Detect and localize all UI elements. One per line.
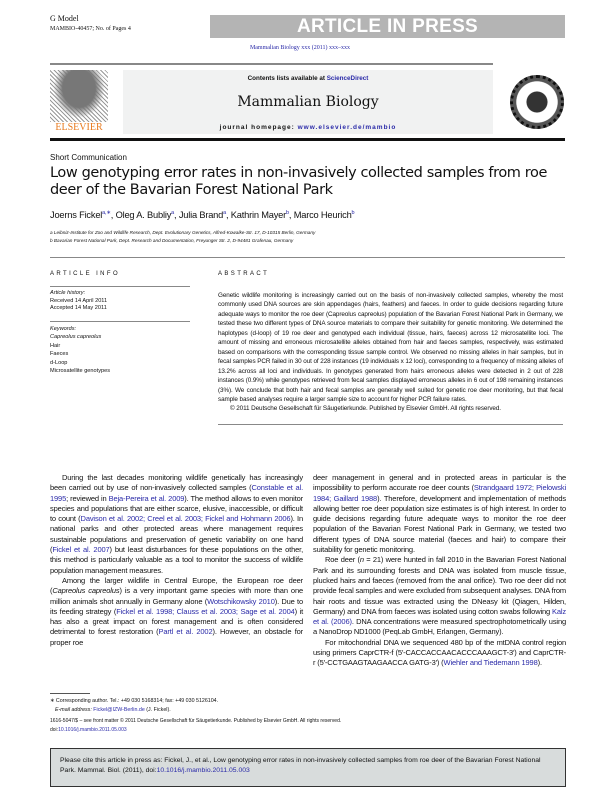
body-column-left [50, 473, 303, 648]
abstract-text: Genetic wildlife monitoring is increasingly carried out on the basis of non-invasively collected samples, whereby the most commonly used DNA sources are skin appendages (hairs, feathers) and faeces. In order to guide decisions regarding future adequate ways to monitor the roe deer (Capreolus capreolus) population of the Bavarian Forest National Park in Germany, we tested these two different types of DNA source materials to compare their suitability for genetic monitoring. We determined the haplotypes (d-loop) of 19 roe deer and genotyped each individual (tissue, hairs, faeces) across 12 microsatellite loci. The amount of missing and erroneous microsatellite alleles obtained from hair and faeces samples, respectively, was estimated based on comparisons with the corresponding tissue sample control. We observed no missing alleles in hair samples, but in fecal samples PCR failed in 30 out of 228 instances (19 individuals x 12 loci), corresponding to a frequency of missing alleles of 13.2% across all loci and individuals. In genotypes generated from hairs erroneous alleles were detected in 2 out of 228 instances (0.9%) while genotypes retrieved from fecal samples displayed erroneous alleles in 6 out of 198 remaining instances (3%). We conclude that both hair and fecal samples are generally well suited for genetic roe deer monitoring, but that fecal sample based analyses require a larger sample size to account for higher PCR failure rates. [218, 292, 563, 403]
body-text: ) is a very important game species with more than one million animals shot annually in Germany alone ( [50, 586, 303, 606]
affiliation: a Leibniz-Institute for Zoo and Wildlife Research, Dept. Evolutionary Genetics, Alfred-Kowalke-Str. 17, D-10315 Berlin, Germany [50, 230, 316, 235]
abstract-heading: ABSTRACT [218, 271, 270, 277]
sciencedirect-link[interactable]: ScienceDirect [326, 75, 369, 82]
body-text: ). In national parks and other protected areas where management requires sustainable populations and preservation of genetic variability on one hand ( [50, 514, 304, 555]
homepage-link[interactable]: www.elsevier.de/mambio [297, 124, 397, 131]
divider [218, 424, 563, 425]
citation-link[interactable]: Fickel et al. 1998; Clauss et al. 2003; Sage et al. 2004 [116, 606, 295, 616]
body-paragraph [50, 576, 303, 648]
body-text: deer management in general and in protected areas in particular is the impossibility to perform accurate roe deer counts ( [313, 473, 566, 493]
corresponding-author: ∗ Corresponding author. Tel.: +49 030 5168314; fax: +49 030 5126104. [50, 698, 219, 704]
body-text: ). Therefore, development and implementation of methods allowing better roe deer population size estimates is of high interest. In order to guide decisions regarding future adequate ways to monitor the roe deer population of the Bavarian Forest National Park in Germany, we tested two different types of DNA source material (faeces and hair) to compare their suitability for genetic monitoring. [313, 493, 567, 555]
article-info-heading: ARTICLE INFO [50, 271, 121, 277]
received-date: Received 14 April 2011 [50, 297, 108, 304]
citation-link[interactable]: Partl et al. 2002 [158, 627, 213, 637]
author-affiliation-mark[interactable]: b [286, 210, 289, 216]
body-paragraph [313, 638, 566, 669]
homepage-label: journal homepage: [219, 124, 298, 131]
citation-link[interactable]: Beja-Pereira et al. 2009 [108, 493, 185, 503]
article-title: Low genotyping error rates in non-invasively collected samples from roe deer of the Bavarian Forest National Park [50, 165, 547, 198]
italic-text: n [359, 555, 364, 565]
citation-doi-link[interactable]: 10.1016/j.mambio.2011.05.003 [156, 767, 250, 774]
citation-text: Please cite this article in press as: Fickel, J., et al., Low genotyping error rates in non-invasively collected samples from roe deer of the Bavarian Forest National Park. Mammal. Biol. (2011), doi: [60, 757, 541, 774]
author-name: Kathrin Mayer [230, 210, 287, 220]
body-paragraph [50, 473, 303, 576]
body-text: ). Due to its feeding strategy ( [50, 596, 303, 616]
tree-icon [50, 70, 108, 122]
footnote [50, 697, 218, 715]
publisher-name: ELSEVIER [55, 122, 103, 133]
email-label: E-mail address: [55, 707, 94, 713]
divider [50, 286, 190, 287]
journal-title: Mammalian Biology [237, 94, 379, 110]
society-seal-icon [510, 75, 564, 129]
body-text: . DNA concentrations were measured spectrophotometrically using a NanoDrop ND1000 (PeqLab GmbH, Erlangen, Germany). [313, 617, 566, 637]
masthead-rule [50, 138, 565, 141]
body-text: ). The method allows to even monitor species and populations that are either scarce, elusive, inaccessible, or difficult to count ( [50, 493, 303, 524]
article-type: Short Communication [50, 153, 127, 162]
g-model: G Model [50, 14, 79, 23]
body-text: ; reviewed in [66, 493, 109, 503]
citation-link[interactable]: Wotschikowsky 2010 [207, 596, 275, 606]
author-affiliation-mark[interactable]: a [223, 210, 226, 216]
author-name: Julia Brand [178, 210, 224, 220]
doi-link[interactable]: 10.1016/j.mambio.2011.05.003 [58, 726, 127, 733]
body-text: ). However, an obstacle for proper roe [50, 627, 303, 647]
citation-link[interactable]: Kalz et al. (2006) [313, 606, 566, 627]
italic-text: Capreolus capreolus [52, 586, 120, 596]
body-text: Among the larger wildlife in Central Europe, the European roe deer ( [50, 575, 303, 596]
body-text: For mitochondrial DNA we sequenced 480 bp of the mtDNA control region using primers CaprCTR-f (5′-CACCACCAACACCCAAAGCT-3′) and CaprCTR-r (5′-CCTGAAGTAAGAACCA GATG-3′) ( [313, 637, 566, 668]
body-text: ) but least disturbances for these populations on the other, this method is particularly valuable as a tool to monitor the success of wildlife population management measures. [50, 545, 304, 575]
author-affiliation-mark[interactable]: a [171, 210, 175, 216]
accepted-date: Accepted 14 May 2011 [50, 305, 107, 312]
manuscript-id: MAMBIO-40457; No. of Pages 4 [50, 26, 131, 32]
body-text: = 21) were hunted in fall 2010 in the Bavarian Forest National Park and its surrounding forests and DNA was isolated from muscle tissue, plucked hairs and faeces (removed from the anal orifice). Two roe deer did not provide fecal samples and were excluded from subsequent analyses. DNA from hair roots and tissue was extracted using the DNeasy kit (Qiagen, Hilden, Germany) and DNA from faeces was isolated using cotton swabs following [313, 555, 567, 616]
footnote-rule [50, 693, 90, 694]
author-name: Oleg A. Bubliy [115, 210, 172, 220]
keyword: Microsatellite genotypes [50, 368, 111, 375]
body-text: ) it has also a great impact on forest management and is often considered detrimental to forest restoration ( [50, 606, 304, 637]
citation-box [50, 748, 566, 787]
keyword: Faeces [50, 351, 69, 358]
author-affiliation-mark[interactable]: a,∗ [102, 210, 111, 216]
doi-label: doi: [50, 726, 59, 733]
copyright: © 2011 Deutsche Gesellschaft für Säugetierkunde. Published by Elsevier GmbH. All rights reserved. [230, 405, 501, 413]
author-name: Marco Heurich [293, 210, 352, 220]
citation-link[interactable]: Constable et al. 1995 [50, 483, 303, 503]
history-label: Article history: [50, 290, 86, 296]
journal-homepage [123, 124, 493, 131]
body-text: During the last decades monitoring wildlife genetically has increasingly been carried out by use of non-invasively collected samples ( [50, 473, 303, 493]
citation-link[interactable]: Wiehler and Tiedemann 1998 [443, 658, 538, 668]
body-text: ). [537, 658, 542, 668]
keyword: Hair [50, 342, 61, 349]
citation-link[interactable]: Davison et al. 2002; Creel et al. 2003; Fickel and Hohmann 2006 [80, 514, 291, 524]
affiliation: b Bavarian Forest National Park, Dept. Research and Documentation, Freyunger Str. 2, D-94481 Grafenau, Germany [50, 237, 294, 243]
divider [50, 63, 493, 65]
author-list: Joerns Fickel$^{a,∗}$, Oleg A. Bubliy$^a$, Julia Brand$^a$, Kathrin Mayer$^b$, Marco Heurich$^b$ [50, 210, 355, 220]
citation-link[interactable]: Strandgaard 1972; Pielowski 1984; Gaillard 1988 [313, 483, 566, 503]
divider [50, 321, 190, 322]
email-suffix: (J. Fickel). [144, 707, 171, 713]
keyword: d-Loop [50, 359, 68, 366]
email-link[interactable]: Fickel@IZW-Berlin.de [93, 707, 145, 713]
manuscript-ref [50, 14, 131, 34]
contents-line [123, 75, 493, 82]
article-history [50, 290, 107, 313]
elsevier-logo [50, 70, 108, 134]
issn-line: 1616-5047/$ – see front matter © 2011 Deutsche Gesellschaft für Säugetierkunde. Published by Elsevier GmbH. All rights reserved. [50, 718, 342, 724]
abstract [218, 291, 563, 414]
contents-prefix: Contents lists available at [247, 75, 327, 82]
body-column-right [313, 473, 566, 669]
author-affiliation-mark[interactable]: b [351, 210, 355, 216]
author-name: Joerns Fickel [50, 210, 103, 220]
divider [50, 257, 565, 258]
keyword: Capreolus capreolus [50, 334, 102, 341]
keywords [50, 325, 110, 375]
keywords-label: Keywords: [50, 326, 77, 332]
journal-ref-link[interactable]: Mammalian Biology xxx (2011) xxx–xxx [249, 45, 351, 51]
page-footer [50, 717, 341, 734]
body-text: Roe deer ( [325, 555, 360, 565]
article-in-press-banner: ARTICLE IN PRESS [210, 15, 565, 38]
citation-link[interactable]: Fickel et al. 2007 [52, 545, 110, 555]
affiliations [50, 229, 315, 244]
body-paragraph [313, 555, 566, 637]
journal-masthead [123, 70, 493, 134]
body-paragraph [313, 473, 566, 555]
